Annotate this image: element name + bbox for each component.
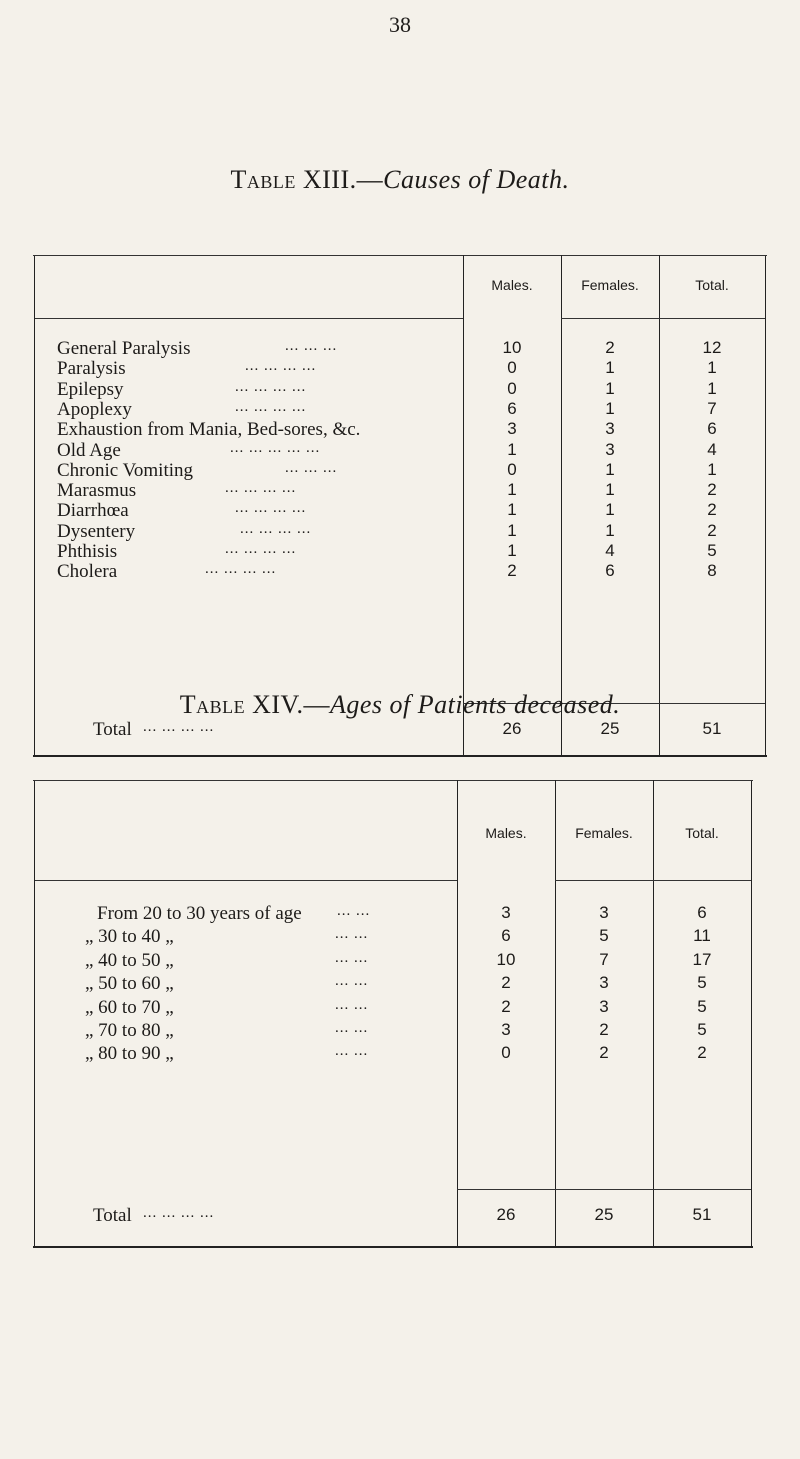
total-row [35,719,765,739]
totals-rule [653,1189,751,1190]
cell-total: 1 [707,378,717,398]
cell-males: 6 [501,926,511,946]
cell-males: 3 [507,419,517,439]
totals-rule [555,1189,653,1190]
leader-dots: ... ... [335,1043,369,1060]
table-14-title [0,690,800,720]
row-label: Apoplexy [57,398,132,420]
row-label: Dysentery [57,520,136,542]
leader-dots: ... ... ... [285,459,338,476]
table-top-rule [33,255,767,256]
row-label: „ 70 to 80 „ [85,1020,174,1041]
leader-dots: ... ... ... ... [245,358,317,375]
cell-males: 0 [507,459,517,479]
table-row [35,903,751,923]
row-label: Exhaustion from Mania, Bed-sores, &c. [57,419,361,441]
cell-total: 17 [692,949,712,969]
row-label: Chronic Vomiting [57,459,194,481]
cell-females: 3 [599,996,609,1016]
cell-total: 12 [702,338,722,357]
header-rule [35,318,463,319]
table-row [35,997,751,1017]
total-males: 26 [502,719,522,738]
table-row [35,1043,751,1063]
cell-total: 6 [697,903,707,922]
cell-males: 1 [507,480,517,500]
cell-males: 3 [501,903,511,922]
cell-females: 3 [605,419,615,439]
cell-females: 5 [599,926,609,946]
header-rule [653,880,751,881]
cell-total: 2 [707,500,717,520]
leader-dots: ... ... ... ... [225,480,297,497]
table-13-title [0,165,800,195]
leader-dots: ... ... ... ... [235,378,307,395]
cell-males: 10 [502,338,522,357]
cell-males: 1 [507,439,517,459]
row-label: Phthisis [57,541,118,562]
cell-females: 1 [605,520,615,540]
leader-dots: ... ... ... ... ... [230,439,321,456]
cell-total: 5 [697,996,707,1016]
table-bottom-rule [33,1246,753,1248]
cell-females: 4 [605,541,615,560]
totals-rule [457,1189,555,1190]
cell-total: 5 [697,973,707,993]
leader-dots: ... ... [337,903,371,919]
table-row [35,399,765,419]
row-label: Marasmus [57,480,137,502]
total-total: 51 [692,1205,712,1224]
cell-females: 1 [605,358,615,378]
cell-females: 1 [605,480,615,500]
table-row [35,541,765,561]
leader-dots: ... ... ... ... [143,719,215,735]
cell-males: 2 [507,561,517,581]
cell-total: 1 [707,459,717,479]
cell-males: 3 [501,1020,511,1039]
cell-females: 3 [605,439,615,459]
cell-total: 1 [707,358,717,378]
table-14-title-italic: Ages of Patients deceased. [329,690,621,719]
total-total: 51 [702,719,722,738]
leader-dots: ... ... ... [285,338,338,354]
cell-total: 7 [707,398,717,418]
table-row [35,521,765,541]
row-label: „ 40 to 50 „ [85,949,174,971]
total-label: Total [93,1205,132,1226]
header-males: Males. [485,825,527,841]
row-label: Old Age [57,439,121,461]
leader-dots: ... ... [335,949,369,966]
total-males: 26 [496,1205,516,1224]
table-row [35,379,765,399]
page-number: 38 [389,12,411,37]
table-row [35,419,765,439]
leader-dots: ... ... ... ... [235,500,307,517]
cell-total: 8 [707,561,717,581]
table-row [35,358,765,378]
row-label: „ 60 to 70 „ [85,996,174,1018]
cell-females: 3 [599,973,609,993]
leader-dots: ... ... [335,1020,369,1036]
cell-total: 5 [697,1020,707,1039]
cell-total: 2 [697,1043,707,1063]
ages-of-deceased-table [34,780,752,1248]
cell-females: 1 [605,459,615,479]
cell-total: 2 [707,480,717,500]
header-total: Total. [685,825,719,841]
table-row [35,500,765,520]
table-13-title-prefix: Table XIII.— [230,165,384,194]
cell-total: 4 [707,439,717,459]
causes-of-death-table [34,255,766,757]
row-label: „ 50 to 60 „ [85,973,174,995]
table-row [35,1020,751,1040]
table-bottom-rule [33,755,767,757]
table-row [35,440,765,460]
cell-females: 1 [605,398,615,418]
row-label: Paralysis [57,358,126,380]
header-rule [659,318,765,319]
table-row [35,338,765,358]
leader-dots: ... ... [335,926,369,943]
leader-dots: ... ... ... ... [240,520,312,537]
total-females: 25 [600,719,620,738]
leader-dots: ... ... [335,996,369,1013]
table-row [35,973,751,993]
cell-total: 2 [707,520,717,540]
cell-males: 0 [507,358,517,378]
total-females: 25 [594,1205,614,1224]
table-13-title-italic: Causes of Death. [383,165,570,194]
table-top-rule [33,780,753,781]
table-row [35,460,765,480]
row-label: Epilepsy [57,378,124,400]
header-rule [35,880,457,881]
cell-males: 2 [501,996,511,1016]
header-males: Males. [491,277,533,293]
row-label: „ 80 to 90 „ [85,1043,174,1065]
header-total: Total. [695,277,729,293]
cell-females: 2 [605,338,615,357]
cell-females: 2 [599,1043,609,1063]
row-label: Diarrhœa [57,500,129,522]
row-label: General Paralysis [57,338,191,359]
row-label: „ 30 to 40 „ [85,926,174,948]
cell-males: 0 [507,378,517,398]
cell-males: 2 [501,973,511,993]
table-row [35,950,751,970]
cell-females: 2 [599,1020,609,1039]
leader-dots: ... ... ... ... [225,541,297,557]
table-14-title-prefix: Table XIV.— [179,690,330,719]
cell-males: 10 [496,949,516,969]
leader-dots: ... ... [335,973,369,990]
total-label: Total [93,719,132,740]
cell-males: 1 [507,500,517,520]
table-row [35,561,765,581]
cell-males: 1 [507,541,517,560]
header-females: Females. [581,277,639,293]
header-rule [555,880,653,881]
row-label: Cholera [57,561,118,583]
cell-total: 5 [707,541,717,560]
table-row [35,926,751,946]
leader-dots: ... ... ... ... [205,561,277,578]
cell-females: 6 [605,561,615,581]
leader-dots: ... ... ... ... [235,398,307,415]
leader-dots: ... ... ... ... [143,1205,215,1221]
table-row [35,480,765,500]
cell-females: 1 [605,378,615,398]
cell-total: 11 [693,926,711,946]
header-females: Females. [575,825,633,841]
row-label: From 20 to 30 years of age [97,903,302,924]
cell-males: 6 [507,398,517,418]
cell-females: 1 [605,500,615,520]
cell-total: 6 [707,419,717,439]
cell-males: 0 [501,1043,511,1063]
cell-females: 3 [599,903,609,922]
cell-males: 1 [507,520,517,540]
header-rule [561,318,659,319]
cell-females: 7 [599,949,609,969]
total-row [35,1205,751,1225]
